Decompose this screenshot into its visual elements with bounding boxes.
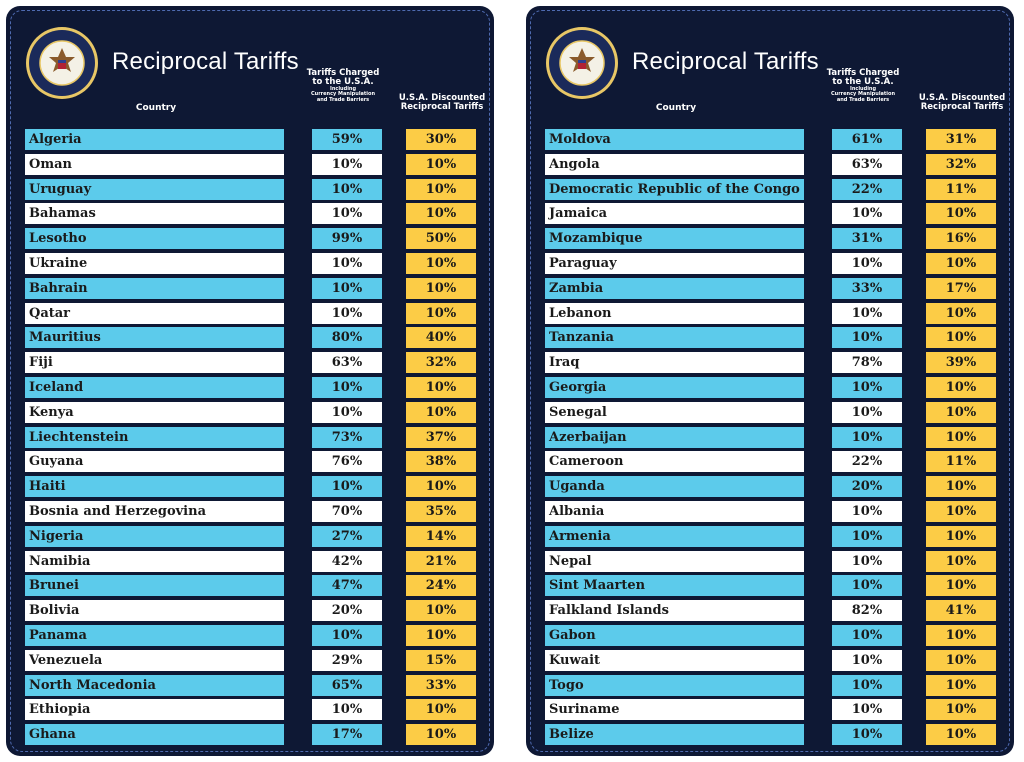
table-row	[6, 600, 494, 621]
charged-header-sub3: and Trade Barriers	[316, 96, 370, 103]
country-cell: North Macedonia	[25, 675, 284, 696]
discounted-cell: 10%	[406, 303, 476, 324]
discounted-cell: 10%	[926, 501, 996, 522]
charged-cell: 10%	[312, 377, 382, 398]
discounted-cell: 41%	[926, 600, 996, 621]
country-cell: Azerbaijan	[545, 427, 804, 448]
panel-title: Reciprocal Tariffs	[632, 48, 819, 75]
charged-cell: 80%	[312, 327, 382, 348]
discounted-cell: 37%	[406, 427, 476, 448]
discounted-cell: 32%	[406, 352, 476, 373]
country-cell: Angola	[545, 154, 804, 175]
discounted-cell: 10%	[926, 427, 996, 448]
charged-cell: 78%	[832, 352, 902, 373]
charged-header-line1: Tariffs Charged	[826, 68, 900, 78]
discounted-cell: 10%	[926, 526, 996, 547]
charged-cell: 10%	[832, 625, 902, 646]
table-row	[6, 724, 494, 745]
discounted-cell: 16%	[926, 228, 996, 249]
country-cell: Namibia	[25, 551, 284, 572]
table-row	[6, 327, 494, 348]
country-cell: Ghana	[25, 724, 284, 745]
charged-cell: 10%	[312, 278, 382, 299]
country-cell: Lebanon	[545, 303, 804, 324]
table-row	[526, 352, 1014, 373]
charged-column-header	[820, 69, 906, 103]
country-cell: Mauritius	[25, 327, 284, 348]
charged-cell: 99%	[312, 228, 382, 249]
country-cell: Bolivia	[25, 600, 284, 621]
table-row	[526, 253, 1014, 274]
discounted-cell: 10%	[926, 675, 996, 696]
charged-cell: 10%	[832, 501, 902, 522]
country-column-header: Country	[135, 103, 177, 113]
country-cell: Haiti	[25, 476, 284, 497]
charged-cell: 29%	[312, 650, 382, 671]
discounted-column-header	[916, 94, 1008, 112]
table-row	[526, 402, 1014, 423]
discounted-cell: 10%	[926, 575, 996, 596]
country-column-header: Country	[655, 103, 697, 113]
country-cell: Paraguay	[545, 253, 804, 274]
charged-cell: 10%	[832, 699, 902, 720]
country-cell: Oman	[25, 154, 284, 175]
discounted-cell: 21%	[406, 551, 476, 572]
table-row	[526, 278, 1014, 299]
discounted-cell: 10%	[926, 303, 996, 324]
discounted-cell: 10%	[406, 253, 476, 274]
discounted-cell: 10%	[406, 699, 476, 720]
country-cell: Algeria	[25, 129, 284, 150]
table-row	[6, 625, 494, 646]
charged-cell: 82%	[832, 600, 902, 621]
table-row	[526, 303, 1014, 324]
country-cell: Lesotho	[25, 228, 284, 249]
country-cell: Bahrain	[25, 278, 284, 299]
discounted-cell: 50%	[406, 228, 476, 249]
charged-header-sub2: Currency Manipulation	[830, 91, 896, 98]
country-cell: Panama	[25, 625, 284, 646]
table-row	[526, 724, 1014, 745]
country-cell: Uruguay	[25, 179, 284, 200]
table-row	[6, 129, 494, 150]
country-cell: Iraq	[545, 352, 804, 373]
charged-header-sub2: Currency Manipulation	[310, 91, 376, 98]
panel-title: Reciprocal Tariffs	[112, 48, 299, 75]
country-cell: Fiji	[25, 352, 284, 373]
charged-header-line1: Tariffs Charged	[306, 68, 380, 78]
country-cell: Kuwait	[545, 650, 804, 671]
discounted-cell: 39%	[926, 352, 996, 373]
table-row	[526, 551, 1014, 572]
charged-cell: 63%	[312, 352, 382, 373]
table-row	[526, 327, 1014, 348]
charged-cell: 20%	[312, 600, 382, 621]
table-row	[6, 352, 494, 373]
table-row	[6, 179, 494, 200]
charged-cell: 10%	[832, 575, 902, 596]
charged-cell: 22%	[832, 451, 902, 472]
table-row	[6, 203, 494, 224]
charged-cell: 47%	[312, 575, 382, 596]
country-cell: Belize	[545, 724, 804, 745]
charged-cell: 10%	[312, 253, 382, 274]
charged-cell: 10%	[832, 675, 902, 696]
discounted-cell: 10%	[926, 476, 996, 497]
tariff-panel-left	[6, 6, 494, 756]
country-cell: Georgia	[545, 377, 804, 398]
country-cell: Iceland	[25, 377, 284, 398]
discounted-cell: 10%	[926, 377, 996, 398]
table-row	[526, 650, 1014, 671]
table-row	[526, 129, 1014, 150]
table-row	[526, 377, 1014, 398]
discounted-cell: 10%	[926, 650, 996, 671]
charged-cell: 10%	[312, 203, 382, 224]
charged-header-sub1: Including	[329, 85, 357, 92]
charged-cell: 73%	[312, 427, 382, 448]
charged-cell: 10%	[832, 526, 902, 547]
discounted-cell: 40%	[406, 327, 476, 348]
table-row	[6, 427, 494, 448]
charged-cell: 10%	[832, 551, 902, 572]
charged-cell: 63%	[832, 154, 902, 175]
discounted-cell: 11%	[926, 451, 996, 472]
charged-cell: 10%	[312, 699, 382, 720]
table-row	[6, 253, 494, 274]
charged-cell: 33%	[832, 278, 902, 299]
country-cell: Nigeria	[25, 526, 284, 547]
discounted-header-line2: Reciprocal Tariffs	[400, 101, 484, 112]
discounted-cell: 10%	[926, 402, 996, 423]
charged-header-sub1: Including	[849, 85, 877, 92]
table-row	[6, 154, 494, 175]
discounted-cell: 10%	[406, 402, 476, 423]
table-row	[526, 154, 1014, 175]
table-row	[526, 699, 1014, 720]
discounted-cell: 10%	[406, 625, 476, 646]
country-cell: Qatar	[25, 303, 284, 324]
discounted-cell: 33%	[406, 675, 476, 696]
presidential-seal-icon	[25, 26, 99, 100]
charged-cell: 10%	[312, 303, 382, 324]
discounted-cell: 10%	[406, 278, 476, 299]
discounted-cell: 10%	[926, 551, 996, 572]
discounted-cell: 35%	[406, 501, 476, 522]
discounted-cell: 10%	[406, 600, 476, 621]
country-cell: Falkland Islands	[545, 600, 804, 621]
country-cell: Zambia	[545, 278, 804, 299]
table-row	[6, 278, 494, 299]
table-row	[526, 625, 1014, 646]
discounted-header-line2: Reciprocal Tariffs	[920, 101, 1004, 112]
country-cell: Togo	[545, 675, 804, 696]
discounted-cell: 10%	[406, 154, 476, 175]
table-row	[526, 675, 1014, 696]
country-cell: Ethiopia	[25, 699, 284, 720]
table-row	[6, 699, 494, 720]
discounted-cell: 10%	[926, 699, 996, 720]
table-row	[526, 600, 1014, 621]
discounted-cell: 10%	[926, 724, 996, 745]
country-cell: Democratic Republic of the Congo	[545, 179, 804, 200]
discounted-cell: 15%	[406, 650, 476, 671]
country-cell: Sint Maarten	[545, 575, 804, 596]
country-cell: Kenya	[25, 402, 284, 423]
table-row	[6, 675, 494, 696]
charged-cell: 10%	[312, 476, 382, 497]
table-row	[526, 476, 1014, 497]
table-row	[526, 427, 1014, 448]
country-cell: Mozambique	[545, 228, 804, 249]
discounted-cell: 31%	[926, 129, 996, 150]
charged-cell: 61%	[832, 129, 902, 150]
country-cell: Cameroon	[545, 451, 804, 472]
charged-cell: 10%	[312, 402, 382, 423]
charged-cell: 65%	[312, 675, 382, 696]
charged-cell: 59%	[312, 129, 382, 150]
country-cell: Bahamas	[25, 203, 284, 224]
table-row	[6, 377, 494, 398]
table-row	[526, 501, 1014, 522]
discounted-cell: 11%	[926, 179, 996, 200]
country-cell: Venezuela	[25, 650, 284, 671]
country-cell: Nepal	[545, 551, 804, 572]
charged-cell: 10%	[832, 377, 902, 398]
table-row	[526, 228, 1014, 249]
discounted-cell: 10%	[406, 377, 476, 398]
table-row	[6, 451, 494, 472]
country-cell: Albania	[545, 501, 804, 522]
charged-cell: 10%	[832, 253, 902, 274]
charged-header-line2: to the U.S.A.	[312, 76, 374, 87]
discounted-header-line1: U.S.A. Discounted	[398, 93, 486, 103]
table-row	[6, 575, 494, 596]
charged-cell: 10%	[312, 154, 382, 175]
discounted-column-header	[396, 94, 488, 112]
country-cell: Suriname	[545, 699, 804, 720]
charged-cell: 10%	[832, 303, 902, 324]
country-cell: Guyana	[25, 451, 284, 472]
country-cell: Ukraine	[25, 253, 284, 274]
discounted-cell: 17%	[926, 278, 996, 299]
charged-cell: 27%	[312, 526, 382, 547]
charged-header-sub3: and Trade Barriers	[836, 96, 890, 103]
country-cell: Uganda	[545, 476, 804, 497]
table-row	[6, 228, 494, 249]
table-row	[6, 303, 494, 324]
charged-column-header	[300, 69, 386, 103]
charged-cell: 10%	[832, 427, 902, 448]
charged-cell: 17%	[312, 724, 382, 745]
country-cell: Senegal	[545, 402, 804, 423]
charged-cell: 42%	[312, 551, 382, 572]
table-row	[6, 551, 494, 572]
charged-cell: 70%	[312, 501, 382, 522]
charged-cell: 76%	[312, 451, 382, 472]
discounted-cell: 10%	[406, 724, 476, 745]
country-cell: Bosnia and Herzegovina	[25, 501, 284, 522]
charged-cell: 20%	[832, 476, 902, 497]
presidential-seal-icon	[545, 26, 619, 100]
charged-cell: 10%	[832, 327, 902, 348]
tariff-panel-right	[526, 6, 1014, 756]
charged-cell: 10%	[312, 625, 382, 646]
country-cell: Jamaica	[545, 203, 804, 224]
charged-cell: 10%	[312, 179, 382, 200]
discounted-cell: 38%	[406, 451, 476, 472]
discounted-cell: 10%	[926, 625, 996, 646]
table-row	[6, 526, 494, 547]
table-row	[526, 179, 1014, 200]
table-row	[526, 575, 1014, 596]
charged-header-line2: to the U.S.A.	[832, 76, 894, 87]
discounted-cell: 32%	[926, 154, 996, 175]
country-cell: Armenia	[545, 526, 804, 547]
table-row	[6, 501, 494, 522]
country-cell: Liechtenstein	[25, 427, 284, 448]
charged-cell: 10%	[832, 402, 902, 423]
country-cell: Gabon	[545, 625, 804, 646]
table-row	[526, 203, 1014, 224]
table-row	[526, 451, 1014, 472]
charged-cell: 31%	[832, 228, 902, 249]
charged-cell: 10%	[832, 724, 902, 745]
discounted-header-line1: U.S.A. Discounted	[918, 93, 1006, 103]
discounted-cell: 10%	[926, 203, 996, 224]
discounted-cell: 10%	[406, 203, 476, 224]
discounted-cell: 10%	[926, 327, 996, 348]
charged-cell: 10%	[832, 203, 902, 224]
charged-cell: 10%	[832, 650, 902, 671]
country-cell: Tanzania	[545, 327, 804, 348]
discounted-cell: 30%	[406, 129, 476, 150]
country-cell: Brunei	[25, 575, 284, 596]
discounted-cell: 10%	[406, 179, 476, 200]
charged-cell: 22%	[832, 179, 902, 200]
discounted-cell: 14%	[406, 526, 476, 547]
country-cell: Moldova	[545, 129, 804, 150]
discounted-cell: 10%	[406, 476, 476, 497]
table-row	[6, 402, 494, 423]
table-row	[6, 650, 494, 671]
table-row	[6, 476, 494, 497]
discounted-cell: 24%	[406, 575, 476, 596]
table-row	[526, 526, 1014, 547]
discounted-cell: 10%	[926, 253, 996, 274]
